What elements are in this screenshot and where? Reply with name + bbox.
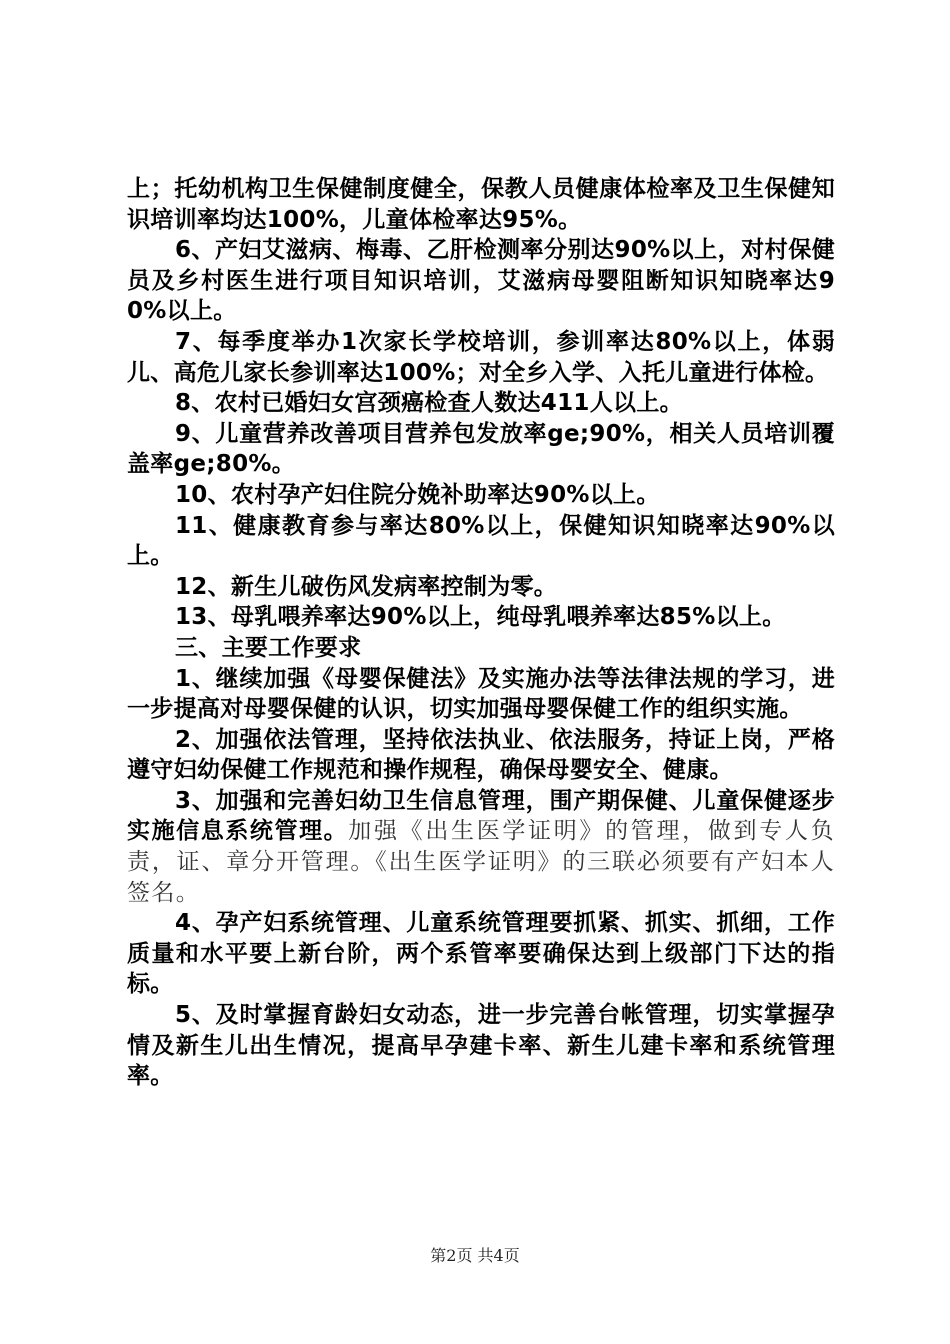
paragraph-item-12: 12、新生儿破伤风发病率控制为零。 (175, 573, 558, 600)
paragraph-item-13: 13、母乳喂养率达90%以上，纯母乳喂养率达85%以上。 (175, 604, 786, 631)
document-body (127, 174, 835, 1092)
paragraph-requirement-2: 2、加强依法管理，坚持依法执业、依法服务，持证上岗，严格遵守妇幼保健工作规范和操作规程，确保母婴安全、健康。 (127, 726, 835, 784)
paragraph-continuation: 上；托幼机构卫生保健制度健全，保教人员健康体检率及卫生保健知识培训率均达100%，儿童体检率达95%。 (127, 176, 835, 233)
paragraph-requirement-4: 4、孕产妇系统管理、儿童系统管理要抓紧、抓实、抓细，工作质量和水平要上新台阶，两个系管率要确保达到上级部门下达的指标。 (127, 910, 835, 998)
paragraph-item-6: 6、产妇艾滋病、梅毒、乙肝检测率分别达90%以上，对村保健员及乡村医生进行项目知识培训，艾滋病母婴阻断知识知晓率达90%以上。 (127, 237, 835, 325)
paragraph-item-10: 10、农村孕产妇住院分娩补助率达90%以上。 (175, 481, 660, 508)
page-footer: 第2页 共4页 (430, 1246, 520, 1265)
paragraph-requirement-3-light: 加强《出生医学证明》的管理，做到专人负责，证、章分开管理。《出生医学证明》的三联必须要有产妇本人签名。 (127, 818, 835, 906)
paragraph-item-9: 9、儿童营养改善项目营养包发放率ge;90%，相关人员培训覆盖率ge;80%。 (127, 420, 835, 478)
paragraph-requirement-3 (127, 786, 835, 908)
paragraph-item-7: 7、每季度举办1次家长学校培训，参训率达80%以上，体弱儿、高危儿家长参训率达100%；对全乡入学、入托儿童进行体检。 (127, 328, 835, 386)
paragraph-item-11: 11、健康教育参与率达80%以上，保健知识知晓率达90%以上。 (127, 512, 835, 570)
section-heading: 三、主要工作要求 (175, 634, 362, 661)
paragraph-item-8: 8、农村已婚妇女宫颈癌检查人数达411人以上。 (175, 390, 683, 417)
paragraph-requirement-3-bold: 3、加强和完善妇幼卫生信息管理，围产期保健、儿童保健逐步实施信息系统管理。 (127, 787, 835, 845)
paragraph-requirement-1: 1、继续加强《母婴保健法》及实施办法等法律法规的学习，进一步提高对母婴保健的认识，切实加强母婴保健工作的组织实施。 (127, 665, 835, 723)
paragraph-requirement-5: 5、及时掌握育龄妇女动态，进一步完善台帐管理，切实掌握孕情及新生儿出生情况，提高早孕建卡率、新生儿建卡率和系统管理率。 (127, 1002, 835, 1090)
